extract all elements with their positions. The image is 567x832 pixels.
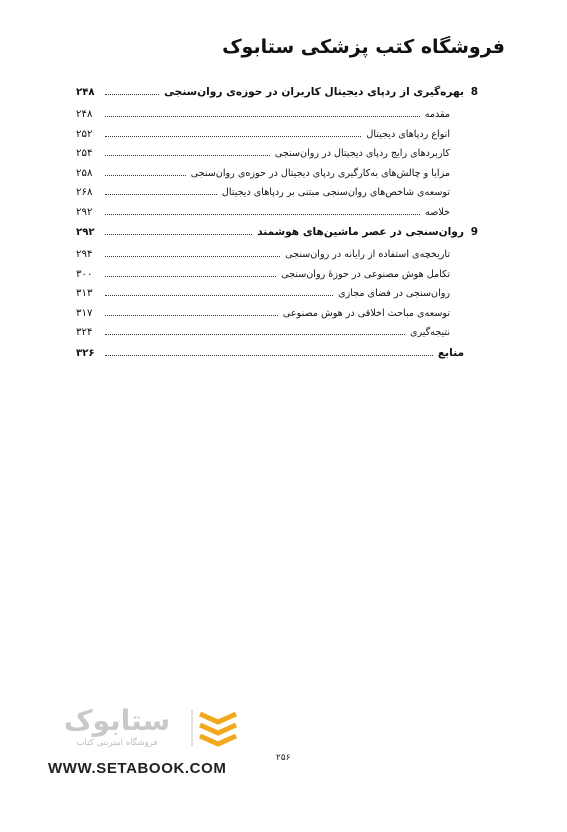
toc-entry-row [76, 308, 478, 328]
dot-leader [105, 154, 270, 156]
toc-entry-title: کاربردهای رایج ردپای دیجیتال در روان‌سنجی [274, 148, 450, 159]
toc-entry-title: توسعه‌ی شاخص‌های روان‌سنجی مبتنی بر ردپاهای دیجیتال [221, 187, 450, 198]
page-number: ۲۵۶ [276, 753, 291, 763]
table-of-contents [76, 86, 478, 370]
toc-page-number: ۲۹۴ [76, 249, 93, 260]
toc-entry-row [76, 148, 478, 168]
toc-entry-row [76, 327, 478, 347]
toc-entry-row [76, 288, 478, 308]
dot-leader [105, 213, 420, 215]
toc-entry-title: روان‌سنجی در فضای مجازی [338, 288, 450, 299]
dot-leader [105, 193, 217, 195]
dot-leader [105, 275, 276, 277]
toc-page-number: ۳۱۳ [76, 288, 93, 299]
dot-leader [105, 255, 280, 257]
toc-page-number: ۲۹۲ [76, 206, 93, 218]
toc-page-number: ۲۵۲ [76, 128, 93, 140]
dot-leader [105, 354, 433, 356]
dot-leader [105, 233, 252, 235]
toc-entry-title: تاریخچه‌ی استفاده از رایانه در روان‌سنجی [285, 249, 450, 260]
toc-entry-title: توسعه‌ی مباحث اخلاقی در هوش مصنوعی [282, 307, 450, 319]
toc-page-number: ۳۰۰ [76, 268, 93, 280]
footer-url[interactable]: WWW.SETABOOK.COM [48, 760, 227, 777]
toc-page-number: ۲۹۲ [76, 227, 95, 238]
dot-leader [105, 314, 278, 316]
logo-subtitle: فروشگاه اینترنتی کتاب [76, 738, 158, 748]
dot-leader [105, 93, 159, 95]
toc-entry-row [76, 269, 478, 289]
toc-page-number: ۲۶۸ [76, 187, 93, 198]
toc-entry-title: روان‌سنجی در عصر ماشین‌های هوشمند [257, 226, 464, 238]
dot-leader [105, 135, 361, 137]
toc-entry-row [76, 249, 478, 269]
toc-entry-title: نتیجه‌گیری [409, 327, 450, 338]
toc-entry-title: تکامل هوش مصنوعی در حوزهٔ روان‌سنجی [281, 268, 450, 280]
toc-entry-row [76, 168, 478, 188]
toc-entry-row [76, 187, 478, 207]
toc-entry-title: بهره‌گیری از ردپای دیجیتال کاربران در حوزه‌ی روان‌سنجی [163, 86, 464, 98]
toc-page-number: ۳۱۷ [76, 307, 93, 319]
toc-page-number: ۳۲۶ [76, 347, 95, 359]
toc-page-number: ۲۴۸ [76, 109, 93, 120]
toc-page-number: ۲۵۸ [76, 167, 93, 179]
dot-leader [105, 333, 405, 335]
toc-entry-row [76, 207, 478, 227]
page-header-title: فروشگاه کتب پزشکی ستابوک [222, 36, 505, 58]
logo-wordmark: ستابوک [63, 704, 171, 737]
toc-chapter-number: 9 [470, 226, 478, 238]
dot-leader [105, 174, 186, 176]
toc-chapter-row [76, 86, 478, 109]
toc-entry-title: انواع ردپاهای دیجیتال [366, 128, 450, 140]
toc-chapter-row [76, 347, 478, 370]
toc-entry-title: مزایا و چالش‌های به‌کارگیری ردپای دیجیتال در حوزه‌ی روان‌سنجی [190, 167, 450, 179]
toc-entry-title: منابع [437, 346, 464, 359]
toc-entry-row [76, 129, 478, 149]
toc-page-number: ۲۵۴ [76, 148, 93, 159]
stacked-chevrons-icon [190, 706, 240, 750]
toc-page-number: ۳۲۴ [76, 327, 93, 338]
dot-leader [105, 294, 333, 296]
dot-leader [105, 115, 420, 117]
toc-entry-title: مقدمه [424, 109, 450, 120]
toc-chapter-row [76, 226, 478, 249]
toc-entry-row [76, 109, 478, 129]
toc-page-number: ۲۴۸ [76, 87, 95, 98]
toc-entry-title: خلاصه [425, 206, 450, 218]
toc-chapter-number: 8 [470, 86, 478, 98]
setabook-logo [48, 700, 248, 760]
